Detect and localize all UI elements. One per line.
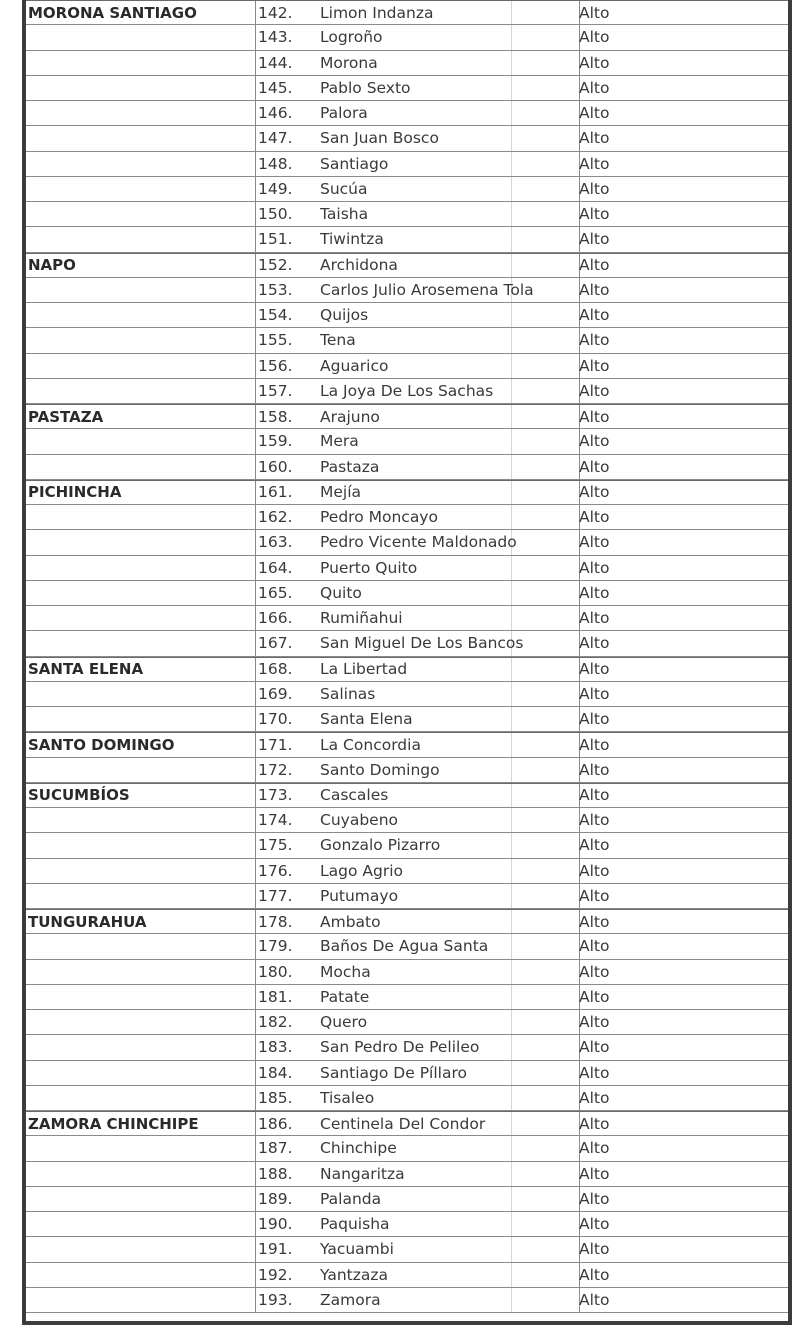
- province-cell: [28, 379, 256, 403]
- document-page: [22, 0, 792, 1325]
- province-cell: NAPO: [28, 256, 76, 275]
- table-row: [26, 606, 788, 631]
- row-number-cell: 180.: [258, 962, 293, 981]
- table-row: [26, 631, 788, 656]
- province-cell: [28, 808, 256, 832]
- canton-name-cell: Quijos: [320, 306, 369, 325]
- row-number-cell: 148.: [258, 154, 293, 173]
- row-number-cell: 156.: [258, 356, 293, 375]
- risk-level-cell: Alto: [579, 609, 610, 628]
- canton-name-cell: Centinela Del Condor: [320, 1114, 486, 1133]
- risk-level-cell: Alto: [579, 179, 610, 198]
- risk-level-cell: Alto: [579, 836, 610, 855]
- canton-name-cell: Puerto Quito: [320, 558, 418, 577]
- risk-level-cell: Alto: [579, 634, 610, 653]
- canton-name-cell: Santa Elena: [320, 710, 413, 729]
- table-row: [26, 328, 788, 353]
- row-number-cell: 181.: [258, 987, 293, 1006]
- canton-name-cell: Patate: [320, 987, 370, 1006]
- table-row: [26, 455, 788, 480]
- risk-level-cell: Alto: [579, 1189, 610, 1208]
- risk-level-cell: Alto: [579, 1139, 610, 1158]
- canton-name-cell: Nangaritza: [320, 1164, 405, 1183]
- canton-name-cell: Zamora: [320, 1290, 381, 1309]
- table-row: [26, 354, 788, 379]
- table-row: [26, 960, 788, 985]
- table-row: [26, 1162, 788, 1187]
- risk-level-cell: Alto: [579, 230, 610, 249]
- risk-level-cell: Alto: [579, 483, 610, 502]
- row-number-cell: 190.: [258, 1215, 293, 1234]
- province-cell: [28, 1136, 256, 1160]
- province-cell: [28, 455, 256, 479]
- risk-level-cell: Alto: [579, 1164, 610, 1183]
- risk-level-cell: Alto: [579, 533, 610, 552]
- risk-level-cell: Alto: [579, 912, 610, 931]
- table-row: [26, 429, 788, 454]
- risk-level-cell: Alto: [579, 432, 610, 451]
- risk-level-cell: Alto: [579, 205, 610, 224]
- table-row: [26, 101, 788, 126]
- canton-name-cell: Quero: [320, 1013, 368, 1032]
- table-row: [26, 581, 788, 606]
- risk-level-cell: Alto: [579, 786, 610, 805]
- canton-name-cell: Tiwintza: [320, 230, 384, 249]
- table-row: [26, 76, 788, 101]
- canton-name-cell: Palanda: [320, 1189, 382, 1208]
- risk-level-cell: Alto: [579, 1088, 610, 1107]
- risk-level-cell: Alto: [579, 53, 610, 72]
- table-row: [26, 530, 788, 555]
- risk-level-cell: Alto: [579, 684, 610, 703]
- table-row: [26, 556, 788, 581]
- risk-level-cell: Alto: [579, 558, 610, 577]
- table-row: [26, 808, 788, 833]
- risk-level-cell: Alto: [579, 1215, 610, 1234]
- row-number-cell: 182.: [258, 1013, 293, 1032]
- province-cell: [28, 126, 256, 150]
- row-number-cell: 149.: [258, 179, 293, 198]
- risk-level-cell: Alto: [579, 583, 610, 602]
- row-number-cell: 170.: [258, 710, 293, 729]
- risk-level-cell: Alto: [579, 104, 610, 123]
- table-row: [26, 859, 788, 884]
- province-cell: [28, 152, 256, 176]
- canton-name-cell: Pedro Vicente Maldonado: [320, 533, 517, 552]
- risk-level-cell: Alto: [579, 154, 610, 173]
- canton-name-cell: Santiago: [320, 154, 389, 173]
- row-number-cell: 165.: [258, 583, 293, 602]
- province-cell: [28, 581, 256, 605]
- table-row: [26, 783, 788, 808]
- table-row: [26, 0, 788, 25]
- province-cell: [28, 934, 256, 958]
- table-row: [26, 1061, 788, 1086]
- risk-level-cell: Alto: [579, 1240, 610, 1259]
- row-number-cell: 146.: [258, 104, 293, 123]
- province-cell: [28, 51, 256, 75]
- table-row: [26, 1263, 788, 1288]
- canton-name-cell: Palora: [320, 104, 368, 123]
- canton-name-cell: Pastaza: [320, 457, 380, 476]
- canton-name-cell: Ambato: [320, 912, 381, 931]
- province-cell: [28, 1212, 256, 1236]
- table-row: [26, 1288, 788, 1313]
- canton-name-cell: Arajuno: [320, 407, 380, 426]
- province-cell: TUNGURAHUA: [28, 912, 147, 931]
- canton-name-cell: La Libertad: [320, 660, 408, 679]
- row-number-cell: 174.: [258, 811, 293, 830]
- canton-name-cell: Carlos Julio Arosemena Tola: [320, 280, 534, 299]
- province-cell: [28, 556, 256, 580]
- row-number-cell: 189.: [258, 1189, 293, 1208]
- row-number-cell: 150.: [258, 205, 293, 224]
- province-cell: [28, 1288, 256, 1312]
- province-cell: [28, 884, 256, 908]
- canton-name-cell: Paquisha: [320, 1215, 390, 1234]
- canton-name-cell: Tena: [320, 331, 356, 350]
- province-cell: [28, 1010, 256, 1034]
- province-cell: [28, 682, 256, 706]
- canton-name-cell: Logroño: [320, 28, 383, 47]
- province-cell: [28, 25, 256, 49]
- canton-name-cell: San Miguel De Los Bancos: [320, 634, 524, 653]
- province-cell: [28, 606, 256, 630]
- table-row: [26, 1237, 788, 1262]
- province-cell: [28, 833, 256, 857]
- table-row: [26, 884, 788, 909]
- canton-name-cell: Mocha: [320, 962, 371, 981]
- risk-level-cell: Alto: [579, 1013, 610, 1032]
- table-row: [26, 1035, 788, 1060]
- row-number-cell: 191.: [258, 1240, 293, 1259]
- province-cell: [28, 960, 256, 984]
- table-row: [26, 379, 788, 404]
- row-number-cell: 184.: [258, 1063, 293, 1082]
- province-cell: [28, 1061, 256, 1085]
- risk-level-cell: Alto: [579, 937, 610, 956]
- table-row: [26, 505, 788, 530]
- canton-name-cell: Taisha: [320, 205, 369, 224]
- table-row: [26, 1212, 788, 1237]
- province-cell: [28, 1187, 256, 1211]
- table-row: [26, 1187, 788, 1212]
- row-number-cell: 187.: [258, 1139, 293, 1158]
- row-number-cell: 145.: [258, 78, 293, 97]
- canton-name-cell: La Concordia: [320, 735, 421, 754]
- canton-name-cell: Santo Domingo: [320, 760, 440, 779]
- risk-level-cell: Alto: [579, 256, 610, 275]
- row-number-cell: 176.: [258, 861, 293, 880]
- province-cell: PICHINCHA: [28, 483, 122, 502]
- row-number-cell: 166.: [258, 609, 293, 628]
- table-row: [26, 1136, 788, 1161]
- row-number-cell: 144.: [258, 53, 293, 72]
- province-cell: [28, 530, 256, 554]
- canton-name-cell: La Joya De Los Sachas: [320, 381, 494, 400]
- province-cell: [28, 303, 256, 327]
- canton-name-cell: Putumayo: [320, 886, 399, 905]
- row-number-cell: 159.: [258, 432, 293, 451]
- row-number-cell: 169.: [258, 684, 293, 703]
- province-cell: SANTA ELENA: [28, 660, 144, 679]
- province-cell: [28, 101, 256, 125]
- row-number-cell: 162.: [258, 508, 293, 527]
- table-row: [26, 833, 788, 858]
- risk-level-cell: Alto: [579, 811, 610, 830]
- risk-level-cell: Alto: [579, 331, 610, 350]
- province-cell: [28, 429, 256, 453]
- row-number-cell: 171.: [258, 735, 293, 754]
- risk-level-cell: Alto: [579, 78, 610, 97]
- risk-level-cell: Alto: [579, 508, 610, 527]
- canton-name-cell: Archidona: [320, 256, 398, 275]
- table-row: [26, 985, 788, 1010]
- risk-level-cell: Alto: [579, 1114, 610, 1133]
- province-cell: [28, 859, 256, 883]
- province-cell: [28, 278, 256, 302]
- row-number-cell: 161.: [258, 483, 293, 502]
- table-row: [26, 707, 788, 732]
- row-number-cell: 164.: [258, 558, 293, 577]
- risk-level-cell: Alto: [579, 1063, 610, 1082]
- row-number-cell: 163.: [258, 533, 293, 552]
- province-cell: MORONA SANTIAGO: [28, 3, 197, 22]
- canton-name-cell: Santiago De Píllaro: [320, 1063, 467, 1082]
- canton-name-cell: Lago Agrio: [320, 861, 403, 880]
- province-cell: [28, 76, 256, 100]
- row-number-cell: 152.: [258, 256, 293, 275]
- canton-name-cell: Yacuambi: [320, 1240, 394, 1259]
- row-number-cell: 143.: [258, 28, 293, 47]
- table-row: [26, 51, 788, 76]
- risk-level-cell: Alto: [579, 356, 610, 375]
- risk-level-cell: Alto: [579, 760, 610, 779]
- risk-level-cell: Alto: [579, 710, 610, 729]
- canton-name-cell: Baños De Agua Santa: [320, 937, 489, 956]
- province-cell: [28, 1035, 256, 1059]
- row-number-cell: 153.: [258, 280, 293, 299]
- risk-level-cell: Alto: [579, 962, 610, 981]
- province-cell: [28, 758, 256, 782]
- province-cell: [28, 202, 256, 226]
- row-number-cell: 186.: [258, 1114, 293, 1133]
- canton-name-cell: Sucúa: [320, 179, 368, 198]
- risk-level-cell: Alto: [579, 407, 610, 426]
- province-cell: SUCUMBÍOS: [28, 786, 130, 805]
- risk-level-cell: Alto: [579, 1265, 610, 1284]
- table-row: [26, 253, 788, 278]
- province-cell: [28, 631, 256, 655]
- risk-level-cell: Alto: [579, 129, 610, 148]
- row-number-cell: 188.: [258, 1164, 293, 1183]
- risk-level-cell: Alto: [579, 306, 610, 325]
- table-row: [26, 682, 788, 707]
- risk-level-cell: Alto: [579, 987, 610, 1006]
- table-row: [26, 758, 788, 783]
- canton-name-cell: Cuyabeno: [320, 811, 398, 830]
- row-number-cell: 178.: [258, 912, 293, 931]
- canton-name-cell: Mejía: [320, 483, 362, 502]
- row-number-cell: 158.: [258, 407, 293, 426]
- province-cell: [28, 1162, 256, 1186]
- row-number-cell: 168.: [258, 660, 293, 679]
- row-number-cell: 160.: [258, 457, 293, 476]
- row-number-cell: 172.: [258, 760, 293, 779]
- canton-name-cell: Mera: [320, 432, 359, 451]
- canton-name-cell: Cascales: [320, 786, 389, 805]
- table-body: [26, 0, 788, 1313]
- row-number-cell: 173.: [258, 786, 293, 805]
- province-cell: ZAMORA CHINCHIPE: [28, 1114, 199, 1133]
- row-number-cell: 192.: [258, 1265, 293, 1284]
- row-number-cell: 177.: [258, 886, 293, 905]
- table-row: [26, 278, 788, 303]
- table-row: [26, 152, 788, 177]
- canton-name-cell: Tisaleo: [320, 1088, 375, 1107]
- province-cell: [28, 227, 256, 251]
- table-row: [26, 909, 788, 934]
- table-row: [26, 227, 788, 252]
- canton-name-cell: Gonzalo Pizarro: [320, 836, 441, 855]
- canton-name-cell: Aguarico: [320, 356, 389, 375]
- table-row: [26, 126, 788, 151]
- canton-name-cell: Pablo Sexto: [320, 78, 411, 97]
- risk-level-cell: Alto: [579, 886, 610, 905]
- row-number-cell: 154.: [258, 306, 293, 325]
- table-row: [26, 202, 788, 227]
- table-row: [26, 404, 788, 429]
- canton-name-cell: Chinchipe: [320, 1139, 397, 1158]
- table-row: [26, 1086, 788, 1111]
- province-cell: [28, 1263, 256, 1287]
- province-cell: [28, 354, 256, 378]
- risk-level-cell: Alto: [579, 735, 610, 754]
- row-number-cell: 142.: [258, 3, 293, 22]
- canton-table: [26, 0, 788, 1313]
- table-row: [26, 303, 788, 328]
- risk-level-cell: Alto: [579, 660, 610, 679]
- table-row: [26, 177, 788, 202]
- canton-name-cell: San Juan Bosco: [320, 129, 439, 148]
- table-row: [26, 480, 788, 505]
- row-number-cell: 185.: [258, 1088, 293, 1107]
- canton-name-cell: Salinas: [320, 684, 376, 703]
- row-number-cell: 193.: [258, 1290, 293, 1309]
- risk-level-cell: Alto: [579, 3, 610, 22]
- canton-name-cell: Pedro Moncayo: [320, 508, 438, 527]
- risk-level-cell: Alto: [579, 1290, 610, 1309]
- row-number-cell: 157.: [258, 381, 293, 400]
- province-cell: [28, 1237, 256, 1261]
- province-cell: [28, 328, 256, 352]
- province-cell: SANTO DOMINGO: [28, 735, 175, 754]
- province-cell: [28, 707, 256, 731]
- canton-name-cell: San Pedro De Pelileo: [320, 1038, 480, 1057]
- table-row: [26, 657, 788, 682]
- canton-name-cell: Limon Indanza: [320, 3, 434, 22]
- table-row: [26, 732, 788, 757]
- province-cell: [28, 1086, 256, 1110]
- province-cell: [28, 177, 256, 201]
- row-number-cell: 167.: [258, 634, 293, 653]
- row-number-cell: 155.: [258, 331, 293, 350]
- risk-level-cell: Alto: [579, 280, 610, 299]
- province-cell: [28, 505, 256, 529]
- row-number-cell: 175.: [258, 836, 293, 855]
- risk-level-cell: Alto: [579, 381, 610, 400]
- table-row: [26, 25, 788, 50]
- province-cell: [28, 985, 256, 1009]
- risk-level-cell: Alto: [579, 861, 610, 880]
- row-number-cell: 179.: [258, 937, 293, 956]
- table-row: [26, 1111, 788, 1136]
- canton-name-cell: Yantzaza: [320, 1265, 389, 1284]
- row-number-cell: 151.: [258, 230, 293, 249]
- province-cell: PASTAZA: [28, 407, 104, 426]
- row-number-cell: 147.: [258, 129, 293, 148]
- row-number-cell: 183.: [258, 1038, 293, 1057]
- table-row: [26, 1010, 788, 1035]
- risk-level-cell: Alto: [579, 28, 610, 47]
- canton-name-cell: Rumiñahui: [320, 609, 403, 628]
- table-row: [26, 934, 788, 959]
- canton-name-cell: Morona: [320, 53, 378, 72]
- canton-name-cell: Quito: [320, 583, 362, 602]
- risk-level-cell: Alto: [579, 457, 610, 476]
- risk-level-cell: Alto: [579, 1038, 610, 1057]
